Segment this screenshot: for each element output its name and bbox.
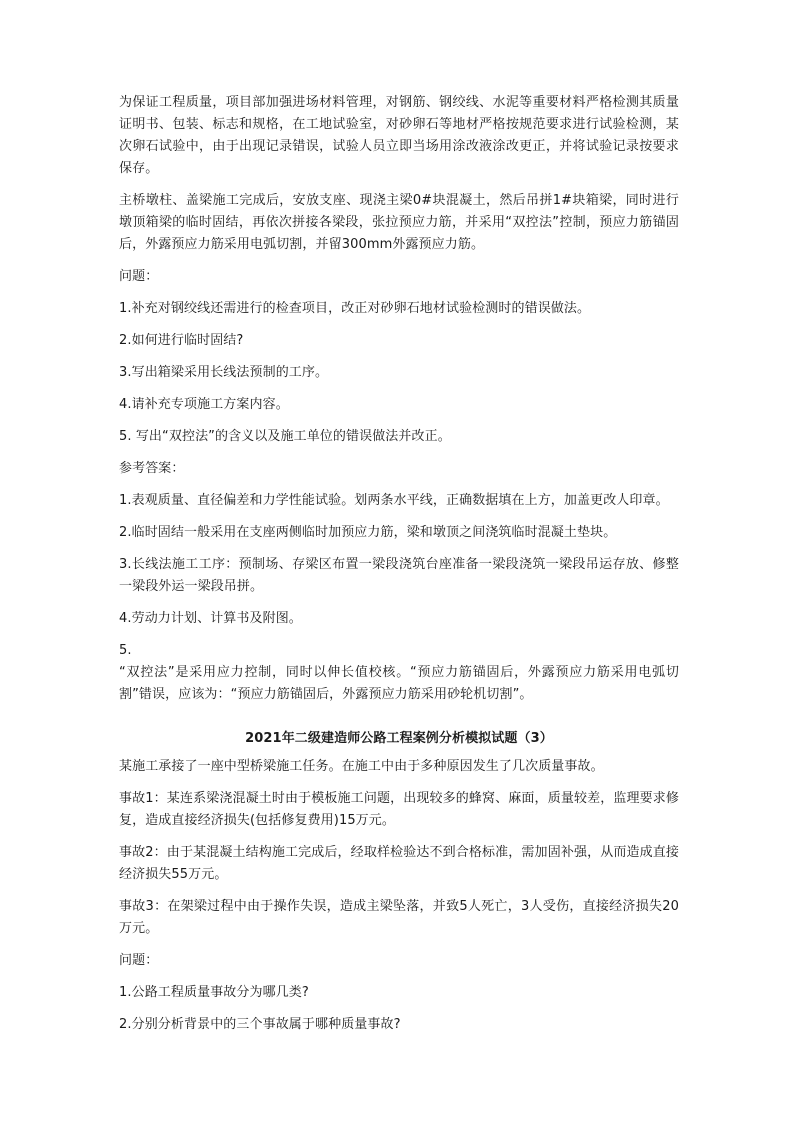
answers-label: 参考答案： — [119, 461, 185, 476]
question-3: 3.写出箱梁采用长线法预制的工序。 — [119, 365, 329, 380]
accident-2: 事故2：由于某混凝土结构施工完成后，经取样检验达不到合格标准，需加固补强，从而造成直接经济损失55万元。 — [119, 845, 679, 882]
case-questions-label: 问题： — [119, 953, 159, 968]
questions-label: 问题： — [119, 269, 159, 284]
answer-5-number: 5. — [119, 643, 132, 658]
answer-4: 4.劳动力计划、计算书及附图。 — [119, 611, 302, 626]
answer-5 — [119, 640, 679, 706]
answer-2: 2.临时固结一般采用在支座两侧临时加预应力筋，梁和墩顶之间浇筑临时混凝土垫块。 — [119, 525, 617, 540]
case-question-2: 2.分别分析背景中的三个事故属于哪种质量事故? — [119, 1017, 401, 1032]
case-intro: 某施工承接了一座中型桥梁施工任务。在施工中由于多种原因发生了几次质量事故。 — [119, 759, 604, 774]
document-content — [119, 92, 679, 1046]
question-4: 4.请补充专项施工方案内容。 — [119, 397, 289, 412]
case-question-1: 1.公路工程质量事故分为哪几类? — [119, 985, 309, 1000]
accident-3: 事故3：在架梁过程中由于操作失误，造成主梁坠落，并致5人死亡，3人受伤，直接经济损失20万元。 — [119, 899, 679, 936]
background-paragraph-construction: 主桥墩柱、盖梁施工完成后，安放支座、现浇主梁0#块混凝土，然后吊拼1#块箱梁，同时进行墩顶箱梁的临时固结，再依次拼接各梁段，张拉预应力筋，并采用“双控法”控制，预应力筋锚固后，外露预应力筋采用电弧切割，并留300mm外露预应力筋。 — [119, 193, 679, 252]
background-paragraph-materials: 为保证工程质量，项目部加强进场材料管理，对钢筋、钢绞线、水泥等重要材料严格检测其质量证明书、包装、标志和规格，在工地试验室，对砂卵石等地材严格按规范要求进行试验检测，某次卵石试验中，由于出现记录错误，试验人员立即当场用涂改液涂改更正，并将试验记录按要求保存。 — [119, 95, 679, 176]
question-5: 5. 写出“双控法”的含义以及施工单位的错误做法并改正。 — [119, 429, 451, 444]
exam-title: 2021年二级建造师公路工程案例分析模拟试题（3） — [245, 731, 553, 746]
accident-1: 事故1：某连系梁浇混凝土时由于模板施工问题，出现较多的蜂窝、麻面，质量较差，监理要求修复，造成直接经济损失(包括修复费用)15万元。 — [119, 791, 679, 828]
answer-3: 3.长线法施工工序：预制场、存梁区布置一梁段浇筑台座准备一梁段浇筑一梁段吊运存放、修整一梁段外运一梁段吊拼。 — [119, 557, 679, 594]
question-2: 2.如何进行临时固结? — [119, 333, 244, 348]
answer-1: 1.表观质量、直径偏差和力学性能试验。划两条水平线，正确数据填在上方，加盖更改人印章。 — [119, 493, 669, 508]
answer-5-text: “双控法”是采用应力控制，同时以伸长值校核。“预应力筋锚固后，外露预应力筋采用电弧切割”错误，应该为：“预应力筋锚固后，外露预应力筋采用砂轮机切割”。 — [119, 665, 679, 702]
question-1: 1.补充对钢绞线还需进行的检查项目，改正对砂卵石地材试验检测时的错误做法。 — [119, 301, 591, 316]
